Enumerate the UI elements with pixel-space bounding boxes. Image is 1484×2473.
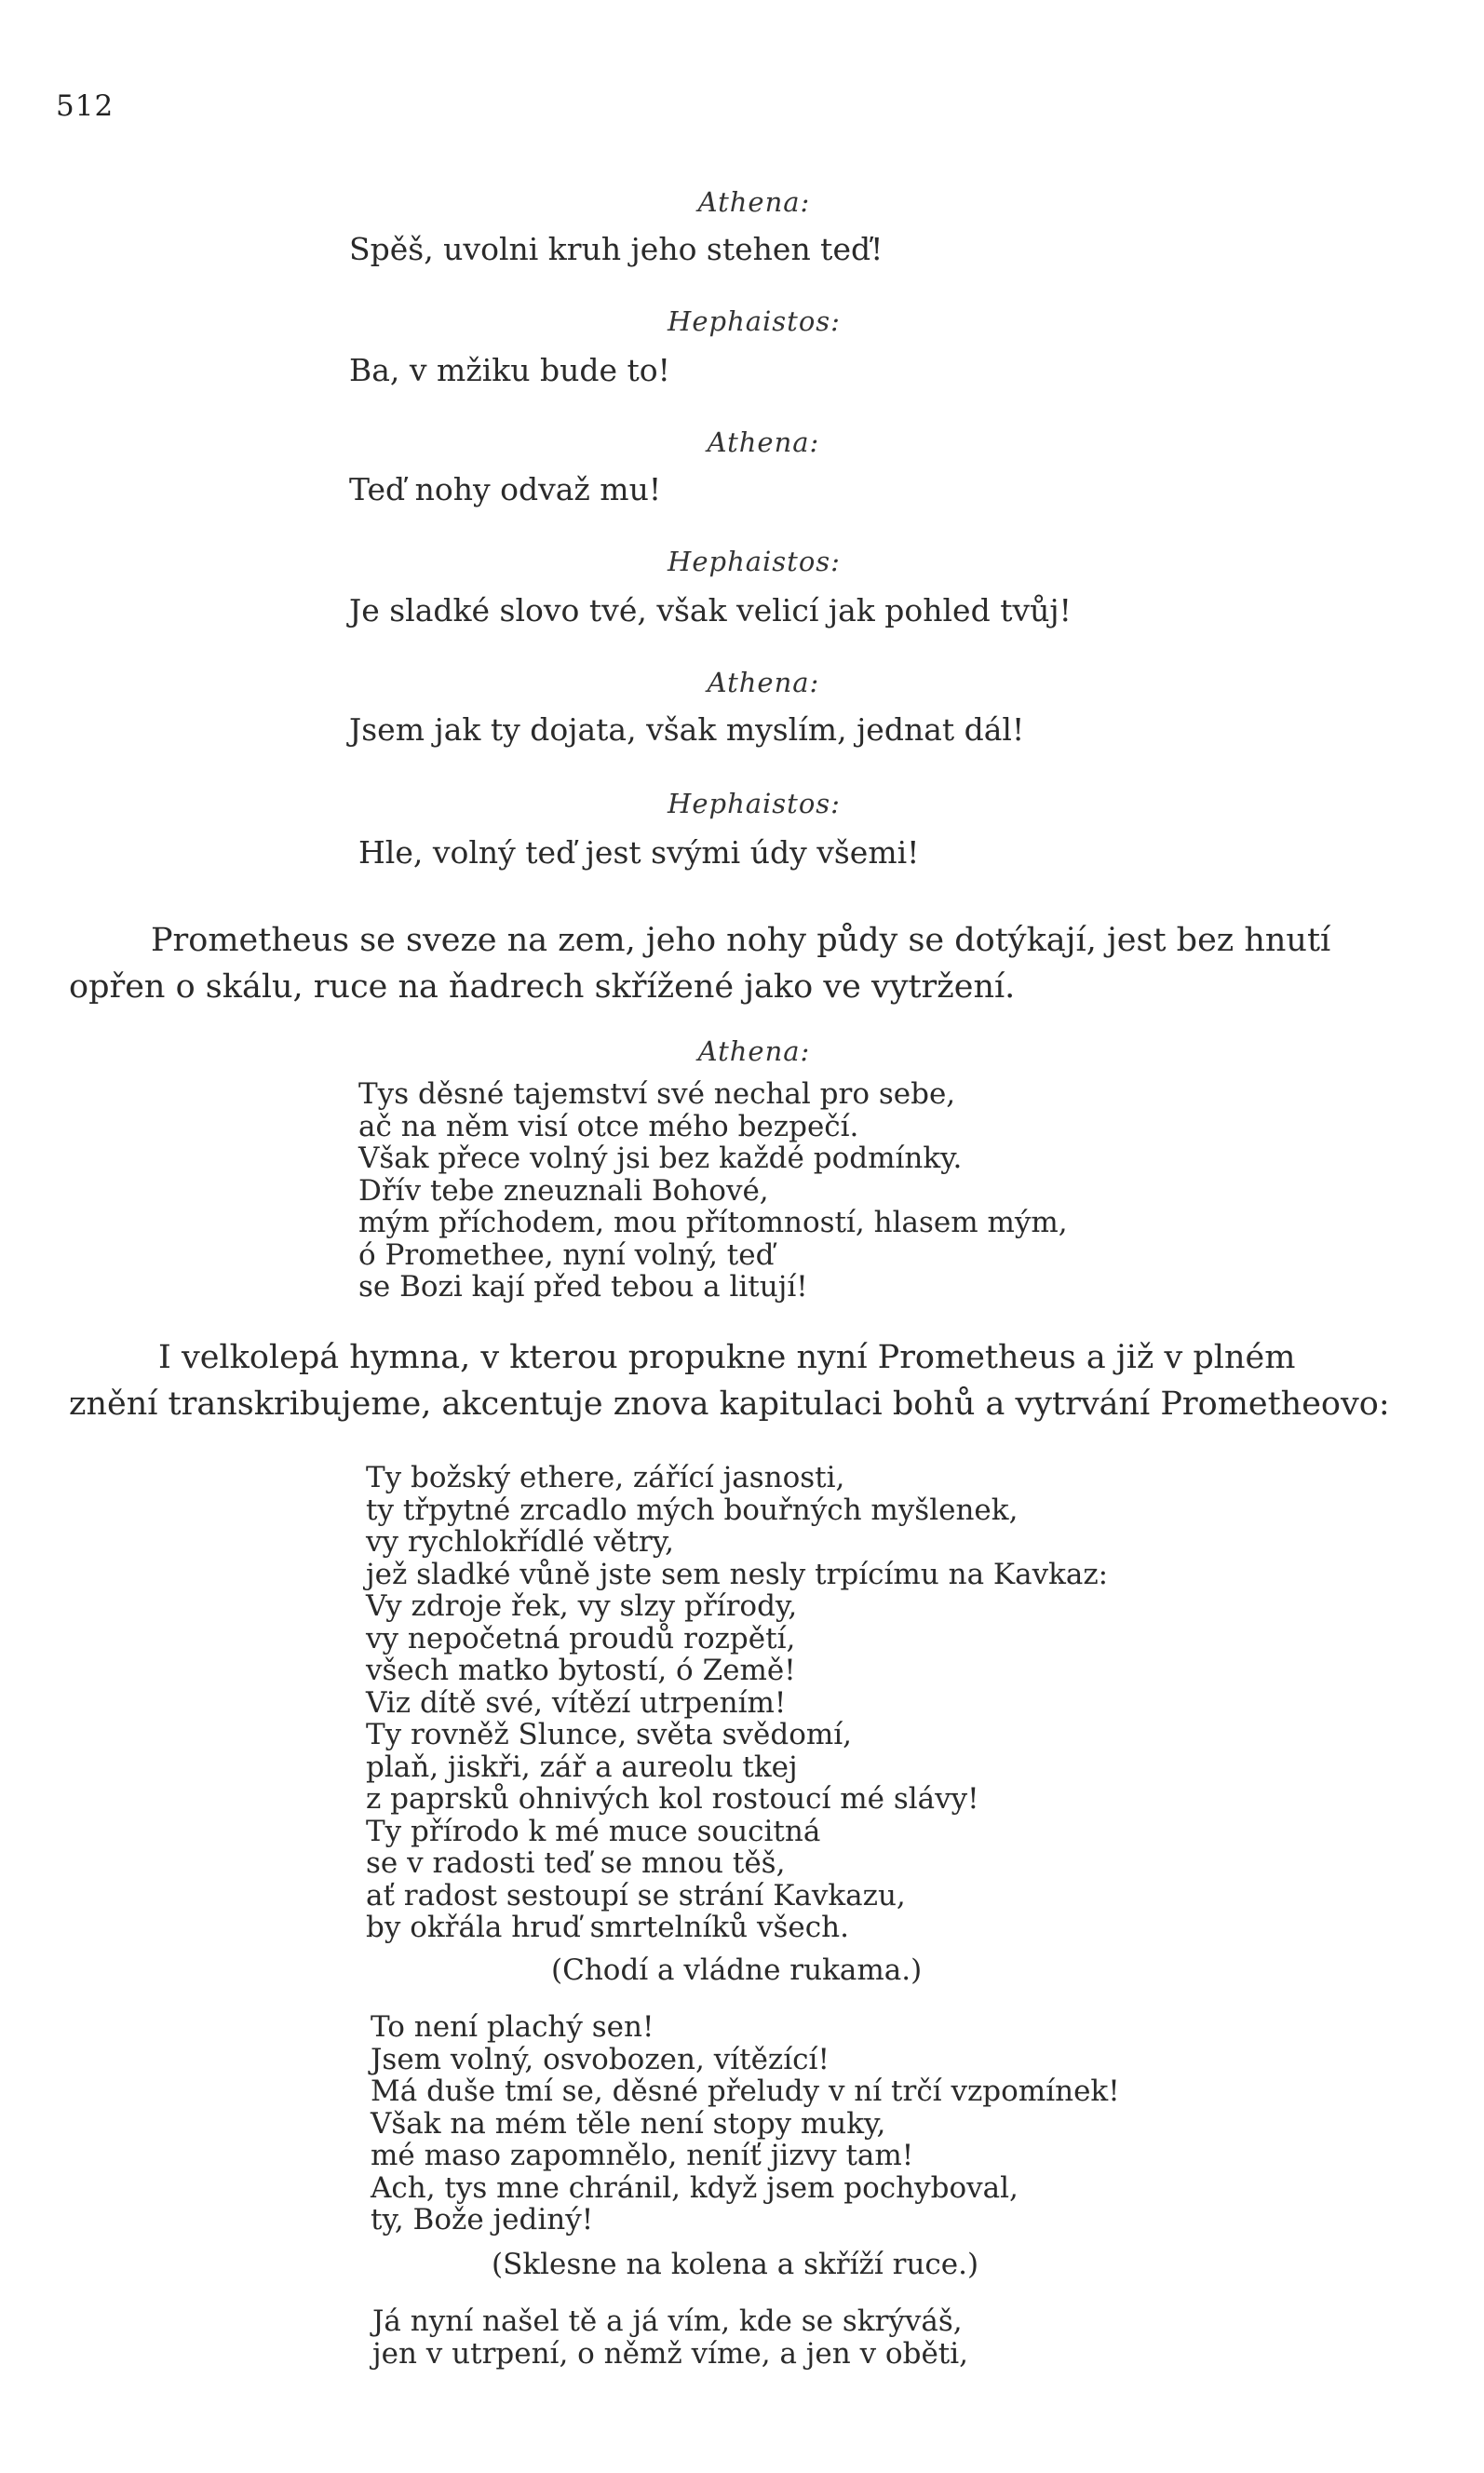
verse-line: Má duše tmí se, děsné přeludy v ní trčí vzpomínek! [371, 2074, 1120, 2108]
verse-line: Viz dítě své, vítězí utrpením! [366, 1685, 787, 1720]
prose-line: opřen o skálu, ruce na ňadrech skřížené jako ve vytržení. [69, 968, 1016, 1006]
prose-line: Prometheus se sveze na zem, jeho nohy půdy se dotýkají, jest bez hnutí [151, 922, 1331, 959]
dialogue-line: Hle, volný teď jest svými údy všemi! [358, 834, 920, 871]
verse-line: Však přece volný jsi bez každé podmínky. [358, 1142, 963, 1175]
verse-line: jen v utrpení, o němž víme, a jen v oběti, [372, 2336, 969, 2371]
verse-line: Však na mém těle není stopy muky, [371, 2106, 886, 2141]
verse-line: Vy zdroje řek, vy slzy přírody, [366, 1589, 798, 1623]
verse-line: Ach, tys mne chránil, když jsem pochyboval, [371, 2170, 1019, 2205]
speaker-label: Hephaistos: [668, 305, 841, 337]
stage-direction: (Chodí a vládne rukama.) [551, 1953, 923, 1987]
dialogue-line: Teď nohy odvaž mu! [349, 471, 662, 507]
page-number: 512 [56, 89, 115, 123]
verse-line: vy rychlokřídlé větry, [366, 1525, 674, 1559]
prose-line: znění transkribujeme, akcentuje znova kapitulaci bohů a vytrvání Prometheovo: [69, 1385, 1390, 1423]
verse-line: ať radost sestoupí se strání Kavkazu, [366, 1878, 906, 1912]
verse-block [366, 1462, 1108, 1944]
verse-line: ty třpytné zrcadlo mých bouřných myšlenek, [366, 1493, 1019, 1527]
verse-line: ó Promethee, nyní volný, teď [358, 1237, 775, 1272]
verse-line: ty, Bože jediný! [371, 2203, 594, 2237]
speaker-label: Hephaistos: [668, 546, 841, 577]
verse-line: se v radosti teď se mnou těš, [366, 1846, 786, 1880]
verse-line: Ty přírodo k mé muce soucitná [366, 1814, 821, 1848]
verse-line: plaň, jiskři, zář a aureolu tkej [366, 1750, 798, 1784]
verse-line: mým příchodem, mou přítomností, hlasem mým, [358, 1206, 1068, 1239]
speaker-label: Athena: [707, 426, 820, 458]
speaker-label: Athena: [697, 186, 811, 218]
dialogue-line: Ba, v mžiku bude to! [349, 352, 670, 388]
verse-line: Já nyní našel tě a já vím, kde se skrýváš, [372, 2304, 963, 2338]
verse-line: vy nepočetná proudů rozpětí, [366, 1621, 796, 1655]
verse-line: Dřív tebe zneuznali Bohové, [358, 1173, 769, 1208]
speaker-label: Athena: [707, 667, 820, 698]
prose-line: I velkolepá hymna, v kterou propukne nyní Prometheus a již v plném [158, 1339, 1296, 1376]
verse-line: by okřála hruď smrtelníků všech. [366, 1911, 849, 1944]
dialogue-line: Je sladké slovo tvé, však velicí jak pohled tvůj! [349, 592, 1072, 628]
verse-line: To není plachý sen! [371, 2010, 654, 2044]
stage-direction: (Sklesne na kolena a skříží ruce.) [492, 2248, 979, 2281]
verse-line: z paprsků ohnivých kol rostoucí mé slávy! [366, 1782, 979, 1816]
verse-line: se Bozi kají před tebou a litují! [358, 1270, 808, 1304]
verse-block [371, 2011, 1120, 2237]
verse-line: jež sladké vůně jste sem nesly trpícímu na Kavkaz: [366, 1557, 1109, 1591]
dialogue-line: Spěš, uvolni kruh jeho stehen teď! [349, 231, 884, 267]
prose-paragraph [69, 1334, 1428, 1427]
verse-block [358, 1078, 1068, 1304]
verse-line: Jsem volný, osvobozen, vítězící! [371, 2042, 830, 2076]
verse-line: Tys děsné tajemství své nechal pro sebe, [358, 1077, 956, 1111]
verse-line: všech matko bytostí, ó Země! [366, 1654, 796, 1687]
verse-line: ač na něm visí otce mého bezpečí. [358, 1109, 859, 1143]
speaker-label: Hephaistos: [668, 788, 841, 819]
verse-line: mé maso zapomnělo, neníť jizvy tam! [371, 2139, 914, 2172]
verse-line: Ty božský ethere, zářící jasnosti, [366, 1461, 845, 1494]
dialogue-line: Jsem jak ty dojata, však myslím, jednat dál! [349, 711, 1025, 748]
verse-block [372, 2305, 968, 2370]
speaker-label: Athena: [697, 1035, 811, 1067]
prose-paragraph [69, 917, 1428, 1010]
verse-line: Ty rovněž Slunce, světa svědomí, [366, 1718, 853, 1751]
